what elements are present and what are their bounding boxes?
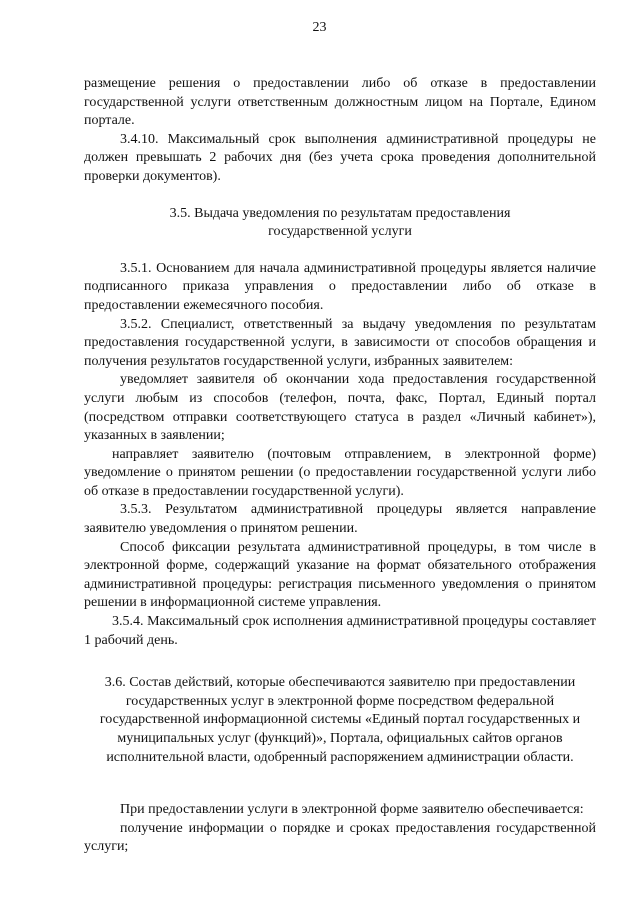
paragraph-receive-information: получение информации о порядке и сроках предоставления государственной услуги; bbox=[84, 820, 596, 855]
paragraph-decision-posting: размещение решения о предоставлении либо об отказе в предоставлении государственной услуги ответственным должностным лицом на Портале, Едином портале. bbox=[84, 76, 596, 129]
paragraph-fixation-method: Способ фиксации результата административной процедуры, в том числе в электронной форме, содержащий указание на формат обязательного отображения административной процедуры: регистрация письменного уведомления о принятом решении в информационной системе управления. bbox=[84, 539, 596, 611]
section-3-5-heading: 3.5. Выдача уведомления по результатам предоставления государственной услуги bbox=[169, 205, 511, 240]
paragraph-3-5-2: 3.5.2. Специалист, ответственный за выдачу уведомления по результатам предоставления государственной услуги, в зависимости от способов обращения и получения результатов государственной услуги, избранных заявителем: bbox=[84, 316, 596, 369]
paragraph-3-4-10: 3.4.10. Максимальный срок выполнения административной процедуры не должен превышать 2 рабочих дня (без учета срока проведения дополнительной проверки документов). bbox=[84, 131, 596, 184]
paragraph-3-5-4: 3.5.4. Максимальный срок исполнения административной процедуры составляет 1 рабочий день. bbox=[84, 614, 596, 648]
paragraph-3-5-3: 3.5.3. Результатом административной процедуры является направление заявителю уведомления о принятом решении. bbox=[84, 502, 596, 537]
paragraph-notify-applicant: уведомляет заявителя об окончании хода предоставления государственной услуги любым из способов (телефон, почта, факс, Портал, Единый портал (посредством отправки соответствующего статуса в раздел «Личный кабинет»), указанных в заявлении; bbox=[84, 372, 596, 444]
page-content bbox=[84, 75, 596, 857]
paragraph-3-5-1: 3.5.1. Основанием для начала административной процедуры является наличие подписанного приказа управления о предоставлении либо об отказе в предоставлении ежемесячного пособия. bbox=[84, 260, 596, 313]
page-number: 23 bbox=[312, 20, 327, 35]
section-3-6-heading: 3.6. Состав действий, которые обеспечиваются заявителю при предоставлении государственных услуг в электронной форме посредством федеральной государственной информационной системы «Единый портал государственных и муниципальных услуг (функций)», Портала, официальных сайтов органов исполнительной власти, одобренный распоряжением администрации области. bbox=[99, 675, 581, 765]
paragraph-send-notification: направляет заявителю (почтовым отправлением, в электронной форме) уведомление о принятом решении (о предоставлении государственной услуги либо об отказе в предоставлении государственной услуги). bbox=[84, 446, 596, 499]
paragraph-electronic-form: При предоставлении услуги в электронной форме заявителю обеспечивается: bbox=[120, 802, 584, 818]
